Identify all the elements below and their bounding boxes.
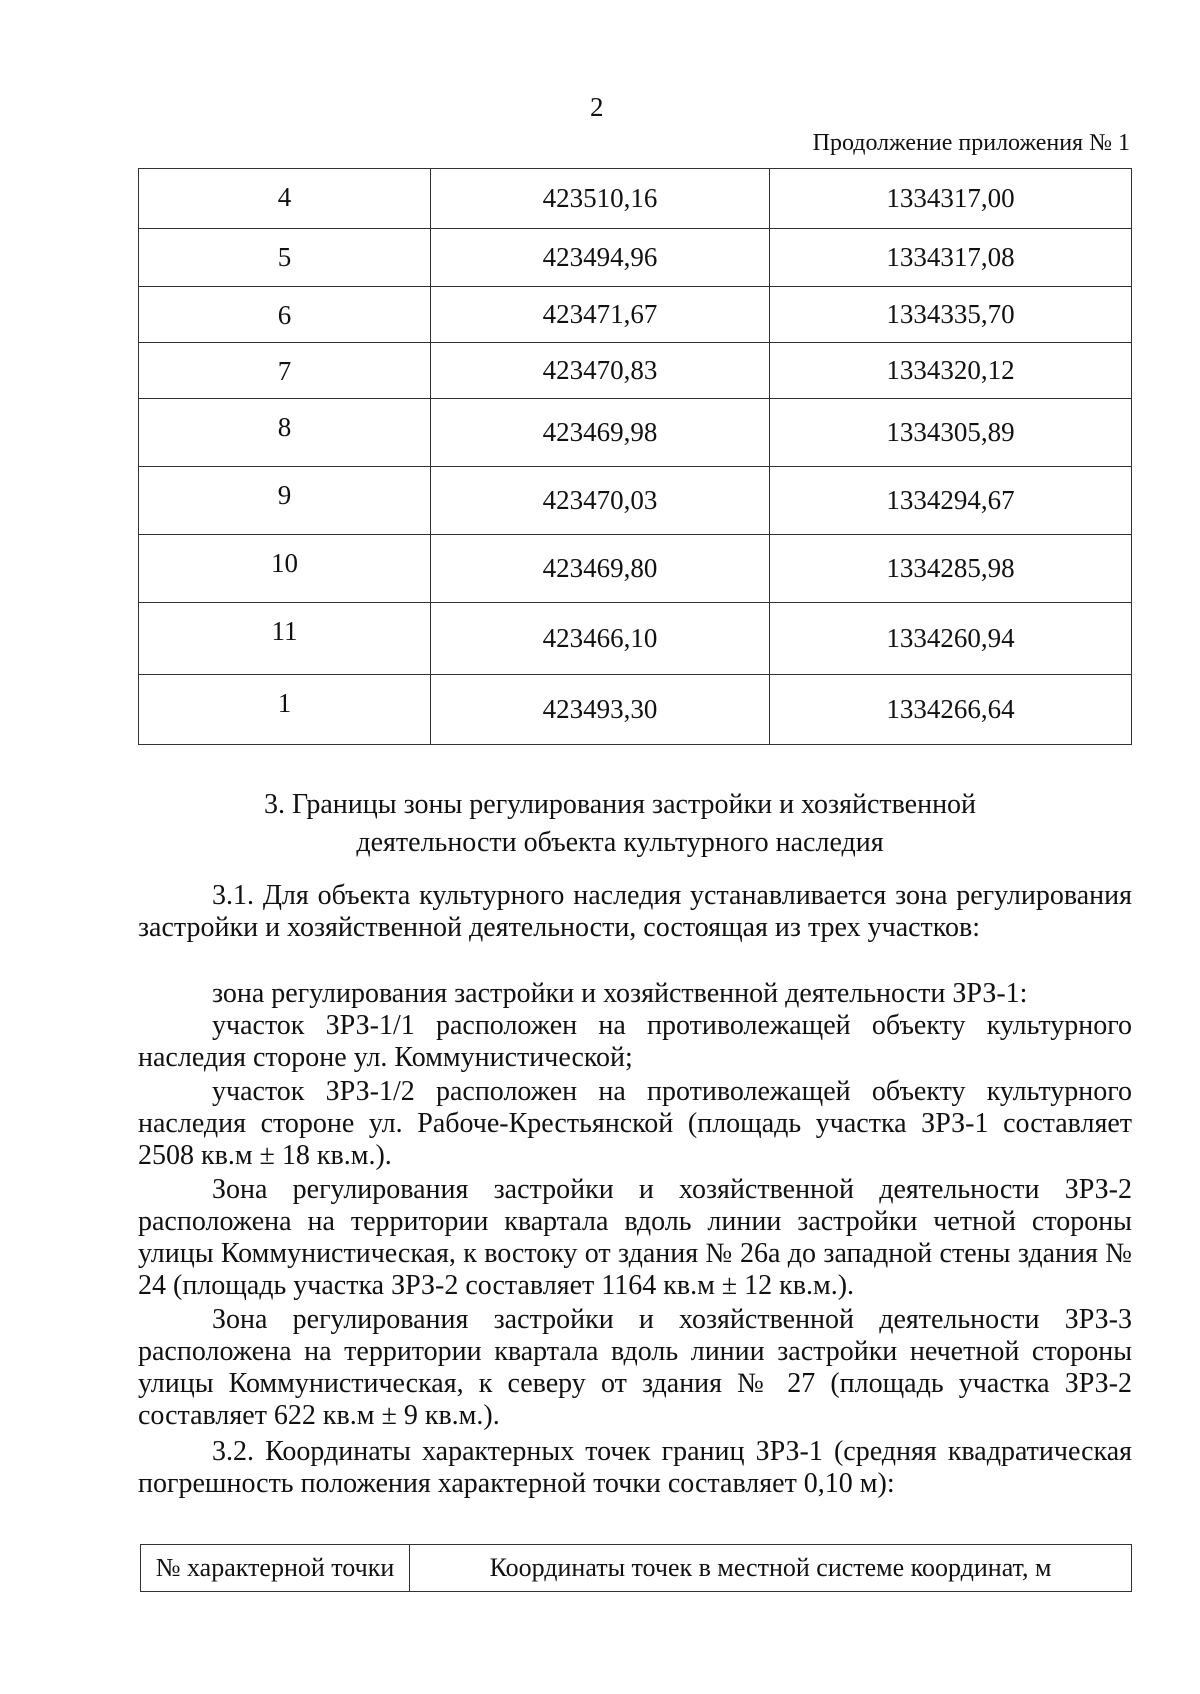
y-coordinate-cell: 1334305,89 [770, 399, 1132, 467]
coordinates-table [138, 168, 1132, 745]
table-row [139, 675, 1132, 745]
x-coordinate-cell: 423469,98 [431, 399, 770, 467]
coordinates-table-header [140, 1544, 1132, 1592]
paragraph-zrz1-2: участок ЗРЗ-1/2 расположен на противолежащей объекту культурного наследия стороне ул. Рабоче-Крестьянской (площадь участка ЗРЗ-1 составляет 2508 кв.м ± 18 кв.м.). [138, 1076, 1132, 1171]
page-number: 2 [590, 92, 604, 122]
table-row [139, 229, 1132, 287]
y-coordinate-cell: 1334260,94 [770, 603, 1132, 675]
x-coordinate-cell: 423469,80 [431, 535, 770, 603]
point-number-cell: 11 [139, 603, 431, 675]
paragraph-3-2: 3.2. Координаты характерных точек границ ЗРЗ-1 (средняя квадратическая погрешность положения характерной точки составляет 0,10 м): [138, 1436, 1132, 1499]
y-coordinate-cell: 1334266,64 [770, 675, 1132, 745]
table-row [139, 287, 1132, 343]
point-number-cell: 1 [139, 675, 431, 745]
section-title [240, 786, 1000, 862]
paragraph-zrz1-intro: зона регулирования застройки и хозяйственной деятельности ЗРЗ-1: [212, 978, 1028, 1009]
paragraph-zrz3: Зона регулирования застройки и хозяйственной деятельности ЗРЗ-3 расположена на территории квартала вдоль линии застройки нечетной стороны улицы Коммунистическая, к северу от здания № 27 (площадь участка ЗРЗ-2 составляет 622 кв.м ± 9 кв.м.). [138, 1304, 1132, 1431]
x-coordinate-cell: 423470,83 [431, 343, 770, 399]
x-coordinate-cell: 423510,16 [431, 169, 770, 229]
paragraph-zrz2: Зона регулирования застройки и хозяйственной деятельности ЗРЗ-2 расположена на территории квартала вдоль линии застройки четной стороны улицы Коммунистическая, к востоку от здания № 26а до западной стены здания № 24 (площадь участка ЗРЗ-2 составляет 1164 кв.м ± 12 кв.м.). [138, 1174, 1132, 1301]
point-number-cell: 7 [139, 343, 431, 399]
table-row [139, 343, 1132, 399]
table-row [139, 467, 1132, 535]
point-number-cell: 8 [139, 399, 431, 467]
y-coordinate-cell: 1334317,00 [770, 169, 1132, 229]
table-row [139, 535, 1132, 603]
point-number-cell: 10 [139, 535, 431, 603]
point-number-cell: 6 [139, 287, 431, 343]
x-coordinate-cell: 423466,10 [431, 603, 770, 675]
header-coordinates: Координаты точек в местной системе координат, м [410, 1545, 1132, 1592]
point-number-cell: 9 [139, 467, 431, 535]
point-number-cell: 5 [139, 229, 431, 287]
x-coordinate-cell: 423494,96 [431, 229, 770, 287]
x-coordinate-cell: 423471,67 [431, 287, 770, 343]
table-row [139, 169, 1132, 229]
appendix-continuation-label: Продолжение приложения № 1 [812, 130, 1130, 156]
y-coordinate-cell: 1334317,08 [770, 229, 1132, 287]
y-coordinate-cell: 1334285,98 [770, 535, 1132, 603]
table-row [139, 399, 1132, 467]
y-coordinate-cell: 1334294,67 [770, 467, 1132, 535]
y-coordinate-cell: 1334320,12 [770, 343, 1132, 399]
paragraph-zrz1-1: участок ЗРЗ-1/1 расположен на противолежащей объекту культурного наследия стороне ул. Коммунистической; [138, 1010, 1132, 1073]
point-number-cell: 4 [139, 169, 431, 229]
table-row [139, 603, 1132, 675]
y-coordinate-cell: 1334335,70 [770, 287, 1132, 343]
section-title-line-2: деятельности объекта культурного наследия [356, 827, 884, 858]
section-title-line-1: 3. Границы зоны регулирования застройки и хозяйственной [263, 789, 977, 820]
x-coordinate-cell: 423493,30 [431, 675, 770, 745]
x-coordinate-cell: 423470,03 [431, 467, 770, 535]
header-point-number: № характерной точки [141, 1545, 410, 1592]
paragraph-3-1: 3.1. Для объекта культурного наследия устанавливается зона регулирования застройки и хозяйственной деятельности, состоящая из трех участков: [138, 880, 1132, 943]
